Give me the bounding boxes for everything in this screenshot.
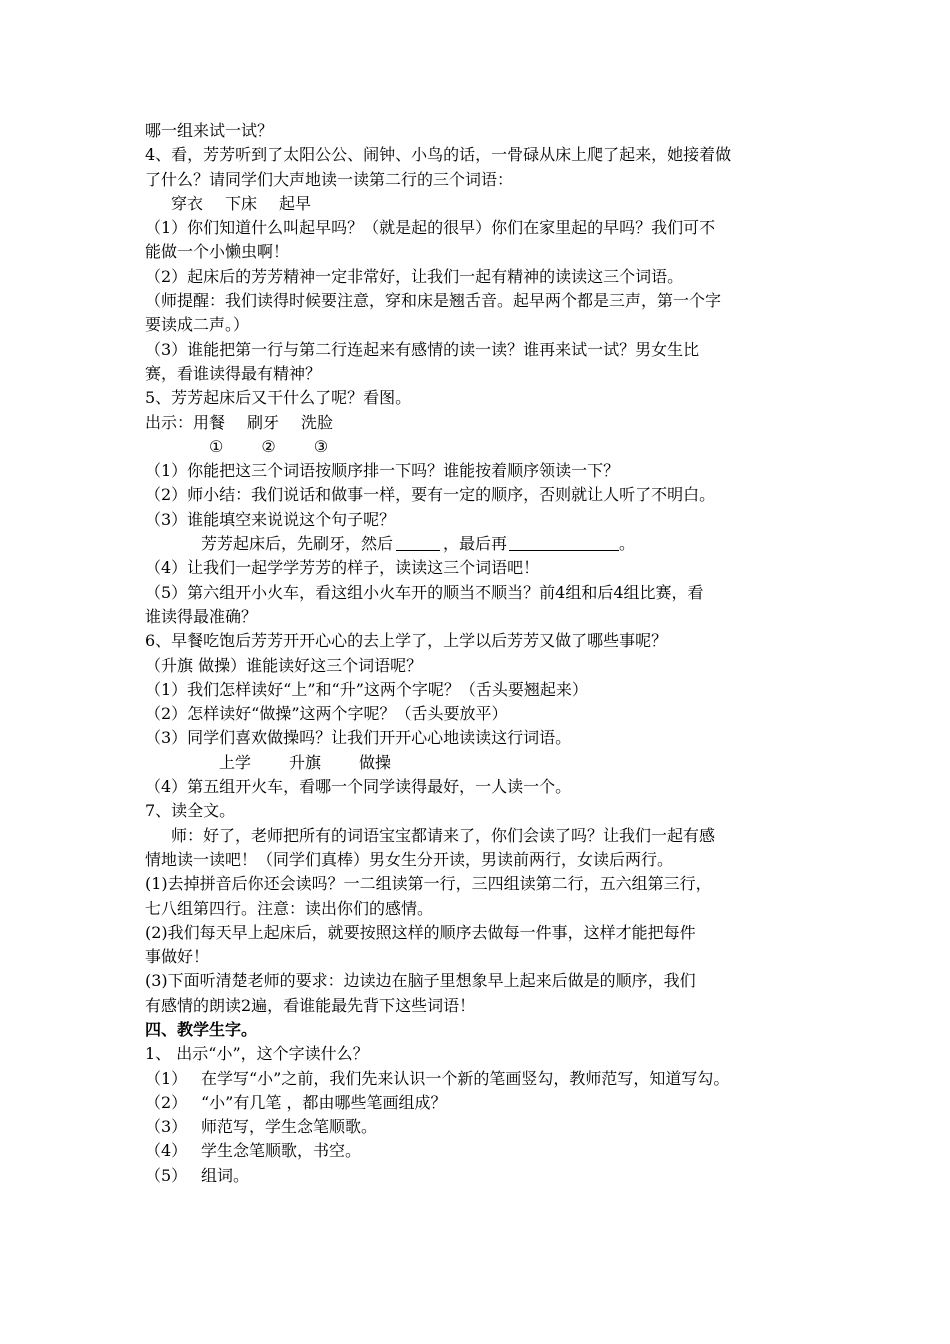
order-mark: ③ (313, 436, 329, 456)
text-line: （2）怎样读好“做操”这两个字呢？（舌头要放平） (145, 704, 508, 724)
step-item: （4） 学生念笔顺歌，书空。 (145, 1141, 362, 1161)
step-item: （3） 师范写，学生念笔顺歌。 (145, 1117, 378, 1137)
text-line: 7、读全文。 (145, 801, 236, 821)
text-line: （1）我们怎样读好“上”和“升”这两个字呢？（舌头要翘起来） (145, 679, 588, 699)
text-line: （升旗 做操）谁能读好这三个词语呢？ (145, 655, 423, 675)
text-line: 事做好！ (145, 947, 210, 967)
text-line: 赛，看谁读得最有精神？ (145, 363, 322, 383)
text-line: （师提醒：我们读得时候要注意，穿和床是翘舌音。起早两个都是三声，第一个字 (145, 291, 722, 311)
word: 做操 (359, 752, 392, 772)
word-row-3 (145, 411, 810, 435)
text-line: （1）你能把这三个词语按顺序排一下吗？谁能按着顺序领读一下？ (145, 461, 620, 481)
text-line: (3)下面听清楚老师的要求：边读边在脑子里想象早上起来后做是的顺序，我们 (145, 971, 696, 991)
text-line: （3）同学们喜欢做操吗？让我们开开心心地读读这行词语。 (145, 728, 572, 748)
blank-line (509, 534, 619, 551)
order-row (145, 435, 810, 459)
text-line: (1)去掉拼音后你还会读吗？一二组读第一行，三四组读第二行，五六组第三行， (145, 874, 712, 894)
text-line: （2）师小结：我们说话和做事一样，要有一定的顺序，否则就让人听了不明白。 (145, 485, 716, 505)
text-line: （2）起床后的芳芳精神一定非常好，让我们一起有精神的读读这三个词语。 (145, 266, 684, 286)
text-line: 了什么？请同学们大声地读一读第二行的三个词语： (145, 169, 514, 189)
word-row-2 (145, 192, 810, 216)
text-line: 师：好了，老师把所有的词语宝宝都请来了，你们会读了吗？让我们一起有感 (171, 825, 716, 845)
text-line: (2)我们每天早上起床后，就要按照这样的顺序去做每一件事，这样才能把每件 (145, 922, 696, 942)
text-line: （5）第六组开小火车，看这组小火车开的顺当不顺当？前4组和后4组比赛，看 (145, 582, 704, 602)
text-line: 6、早餐吃饱后芳芳开开心心的去上学了，上学以后芳芳又做了哪些事呢？ (145, 631, 668, 651)
order-mark: ① (209, 436, 224, 456)
word-row-4 (145, 751, 810, 775)
order-mark: ② (261, 436, 276, 456)
word: 穿衣 (171, 193, 204, 213)
step-item: （1） 在学写“小”之前，我们先来认识一个新的笔画竖勾，教师范写，知道写勾。 (145, 1068, 730, 1088)
text-line: 1、 出示“小”，这个字读什么？ (145, 1044, 369, 1064)
text-line: 有感情的朗读2遍，看谁能最先背下这些词语！ (145, 995, 476, 1015)
word: 起早 (279, 193, 312, 213)
text-line: （3）谁能填空来说说这个句子呢？ (145, 509, 396, 529)
word: 升旗 (289, 752, 322, 772)
word: 刷牙 (247, 412, 280, 432)
text-line: 4、看，芳芳听到了太阳公公、闹钟、小鸟的话，一骨碌从床上爬了起来，她接着做 (145, 145, 732, 165)
word: 洗脸 (301, 412, 334, 432)
text-line: 情地读一读吧！（同学们真棒）男女生分开读，男读前两行，女读后两行。 (145, 849, 674, 869)
text-line: 哪一组来试一试？ (145, 121, 274, 140)
text-line: 5、芳芳起床后又干什么了呢？看图。 (145, 388, 412, 408)
step-item: （5） 组词。 (145, 1165, 250, 1185)
step-item: （2） “小”有几笔 ，都由哪些笔画组成？ (145, 1092, 447, 1112)
text-line: 七八组第四行。注意：读出你们的感情。 (145, 898, 434, 918)
text-line: 要读成二声。） (145, 315, 250, 335)
text-line: （3）谁能把第一行与第二行连起来有感情的读一读？谁再来试一试？男女生比 (145, 339, 700, 359)
text-line: 谁读得最准确？ (145, 606, 258, 626)
text-line: （4）让我们一起学学芳芳的样子，读读这三个词语吧！ (145, 558, 540, 578)
blank-line (396, 534, 440, 551)
text-line: （4）第五组开火车，看哪一个同学读得最好，一人读一个。 (145, 777, 572, 797)
fill-in-sentence: 芳芳起床后，先刷牙，然后 ，最后再 。 (201, 534, 636, 554)
word: 上学 (219, 752, 252, 772)
section-heading: 四、教学生字。 (145, 1019, 258, 1039)
word: 下床 (225, 193, 258, 213)
text-line: （1）你们知道什么叫起早吗？（就是起的很早）你们在家里起的早吗？我们可不 (145, 218, 716, 238)
word: 用餐 (193, 412, 226, 432)
show-label: 出示： (145, 412, 194, 432)
document-page (145, 119, 810, 1188)
text-line: 能做一个小懒虫啊！ (145, 242, 290, 262)
